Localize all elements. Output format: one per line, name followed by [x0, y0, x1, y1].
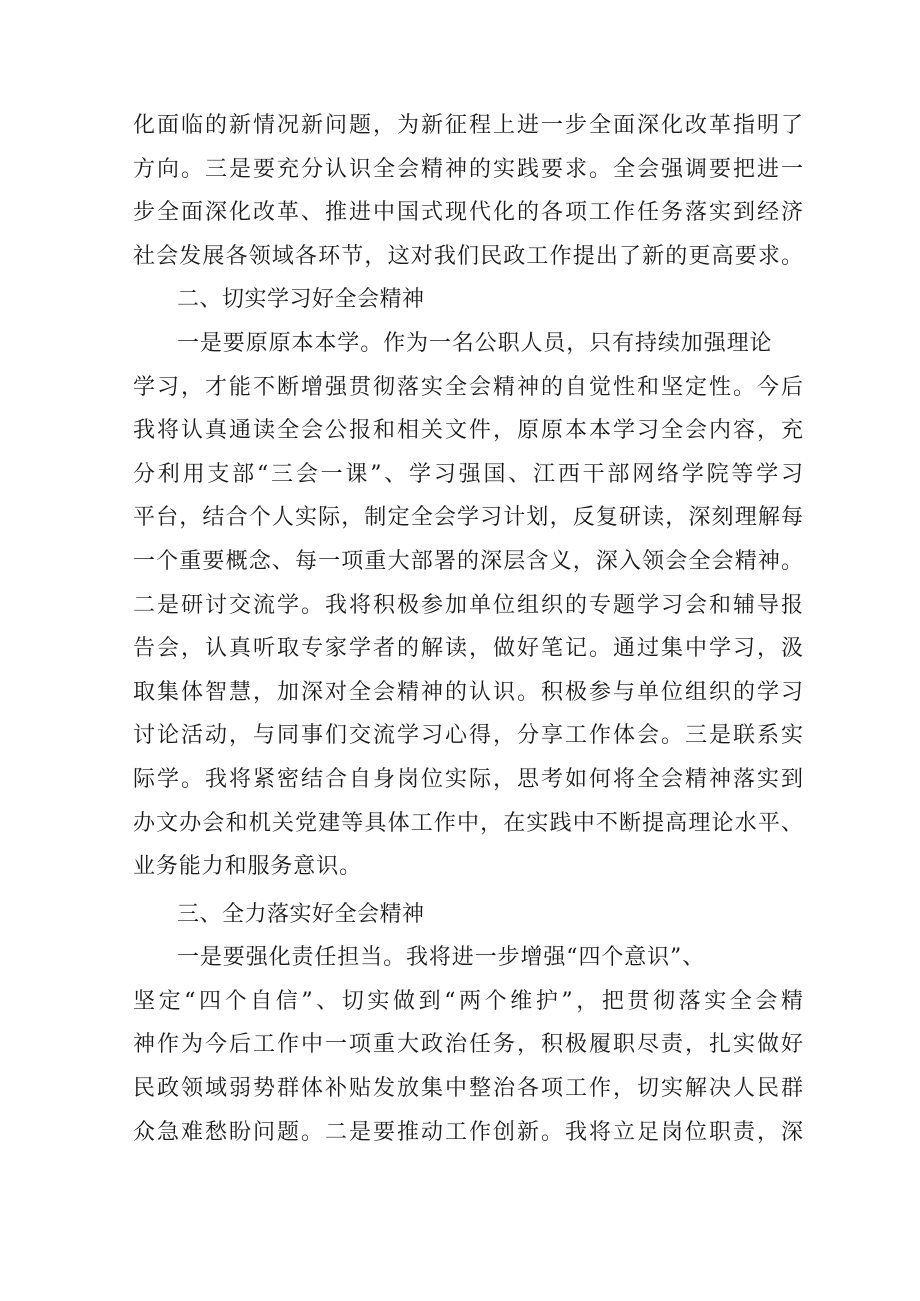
- paragraph-line: 取集体智慧，加深对全会精神的认识。积极参与单位组织的学习: [133, 679, 803, 705]
- paragraph-line: 二是研讨交流学。我将积极参加单位组织的专题学习会和辅导报: [133, 592, 803, 618]
- document-body: [133, 104, 803, 1154]
- paragraph-line: 分利用支部“三会一课”、学习强国、江西干部网络学院等学习: [133, 461, 803, 487]
- paragraph-line: 坚定“四个自信”、切实做到“两个维护”，把贯彻落实全会精: [133, 988, 803, 1014]
- paragraph-line: 平台，结合个人实际，制定全会学习计划，反复研读，深刻理解每: [133, 505, 803, 531]
- paragraph-line: 一是要强化责任担当。我将进一步增强“四个意识”、: [177, 945, 706, 971]
- paragraph-line: 社会发展各领域各环节，这对我们民政工作提出了新的更高要求。: [133, 243, 803, 269]
- section-heading: 三、全力落实好全会精神: [177, 901, 425, 927]
- paragraph-line: 民政领域弱势群体补贴发放集中整治各项工作，切实解决人民群: [133, 1076, 803, 1102]
- paragraph-line: 业务能力和服务意识。: [133, 854, 363, 880]
- paragraph-line: 众急难愁盼问题。二是要推动工作创新。我将立足岗位职责，深: [133, 1119, 803, 1145]
- paragraph-line: 化面临的新情况新问题，为新征程上进一步全面深化改革指明了: [133, 113, 803, 138]
- paragraph-line: 神作为今后工作中一项重大政治任务，积极履职尽责，扎实做好: [133, 1032, 803, 1058]
- paragraph-line: 讨论活动，与同事们交流学习心得，分享工作体会。三是联系实: [133, 723, 803, 749]
- paragraph-line: 方向。三是要充分认识全会精神的实践要求。全会强调要把进一: [133, 156, 803, 182]
- paragraph-line: 步全面深化改革、推进中国式现代化的各项工作任务落实到经济: [133, 200, 803, 226]
- paragraph-line: 办文办会和机关党建等具体工作中，在实践中不断提高理论水平、: [133, 810, 803, 836]
- paragraph-line: 告会，认真听取专家学者的解读，做好笔记。通过集中学习，汲: [133, 636, 803, 662]
- paragraph-line: 际学。我将紧密结合自身岗位实际，思考如何将全会精神落实到: [133, 766, 803, 792]
- paragraph-line: 学习，才能不断增强贯彻落实全会精神的自觉性和坚定性。今后: [133, 374, 803, 400]
- paragraph-line: 一个重要概念、每一项重大部署的深层含义，深入领会全会精神。: [133, 548, 803, 574]
- paragraph-line: 一是要原原本本学。作为一名公职人员，只有持续加强理论: [177, 330, 773, 356]
- paragraph-line: 我将认真通读全会公报和相关文件，原原本本学习全会内容，充: [133, 418, 803, 444]
- section-heading: 二、切实学习好全会精神: [177, 287, 425, 313]
